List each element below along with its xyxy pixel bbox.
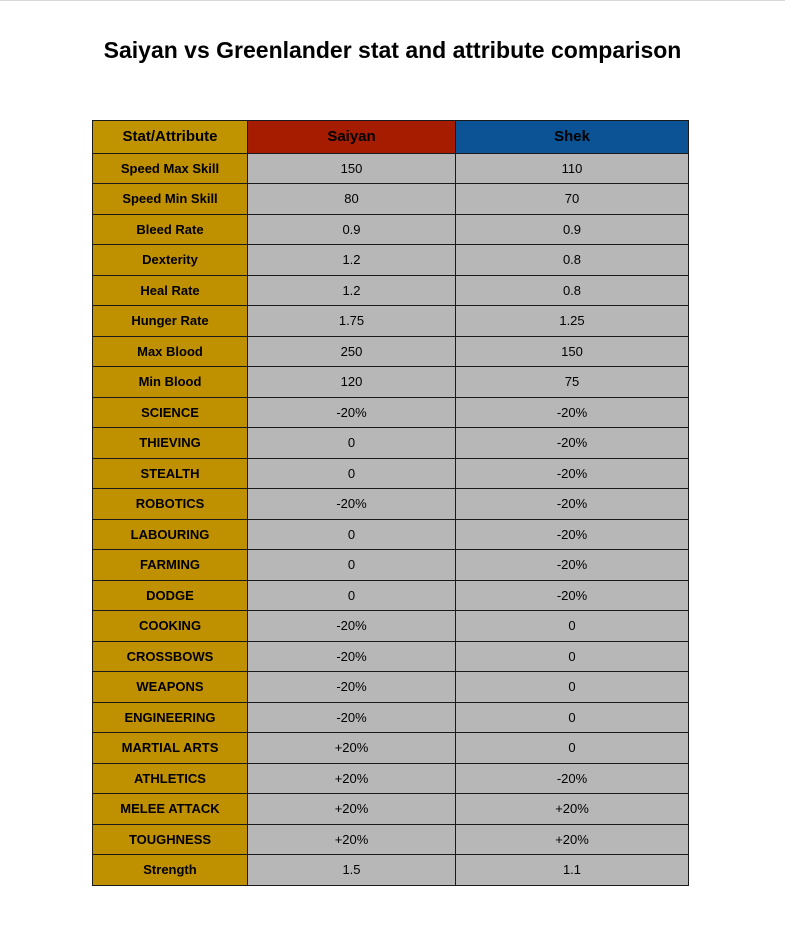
table-row	[93, 580, 689, 611]
saiyan-value-cell: -20%	[248, 672, 456, 703]
table-row	[93, 153, 689, 184]
row-label-cell: DODGE	[93, 580, 248, 611]
row-label-cell: Strength	[93, 855, 248, 886]
saiyan-value-cell: 120	[248, 367, 456, 398]
row-label-cell: ATHLETICS	[93, 763, 248, 794]
shek-value-cell: -20%	[456, 458, 689, 489]
row-label-cell: CROSSBOWS	[93, 641, 248, 672]
column-header-saiyan: Saiyan	[248, 121, 456, 154]
shek-value-cell: 1.25	[456, 306, 689, 337]
row-label-cell: Speed Max Skill	[93, 153, 248, 184]
shek-value-cell: -20%	[456, 489, 689, 520]
row-label-cell: Hunger Rate	[93, 306, 248, 337]
shek-value-cell: 1.1	[456, 855, 689, 886]
row-label-cell: Heal Rate	[93, 275, 248, 306]
table-row	[93, 428, 689, 459]
page-top-divider	[0, 0, 785, 1]
row-label-cell: LABOURING	[93, 519, 248, 550]
saiyan-value-cell: 0	[248, 458, 456, 489]
row-label-cell: ROBOTICS	[93, 489, 248, 520]
column-header-attribute: Stat/Attribute	[93, 121, 248, 154]
table-header-row	[93, 121, 689, 154]
shek-value-cell: -20%	[456, 580, 689, 611]
table-row	[93, 214, 689, 245]
table-row	[93, 489, 689, 520]
table-row	[93, 306, 689, 337]
row-label-cell: TOUGHNESS	[93, 824, 248, 855]
row-label-cell: Max Blood	[93, 336, 248, 367]
shek-value-cell: 75	[456, 367, 689, 398]
saiyan-value-cell: 1.5	[248, 855, 456, 886]
shek-value-cell: -20%	[456, 397, 689, 428]
saiyan-value-cell: -20%	[248, 397, 456, 428]
shek-value-cell: 0.9	[456, 214, 689, 245]
page-title: Saiyan vs Greenlander stat and attribute comparison	[103, 37, 682, 63]
saiyan-value-cell: 0	[248, 580, 456, 611]
table-row	[93, 245, 689, 276]
saiyan-value-cell: 0	[248, 550, 456, 581]
shek-value-cell: 0	[456, 672, 689, 703]
saiyan-value-cell: -20%	[248, 489, 456, 520]
shek-value-cell: -20%	[456, 763, 689, 794]
row-label-cell: STEALTH	[93, 458, 248, 489]
table-row	[93, 519, 689, 550]
saiyan-value-cell: +20%	[248, 763, 456, 794]
shek-value-cell: 0	[456, 641, 689, 672]
saiyan-value-cell: 250	[248, 336, 456, 367]
row-label-cell: Dexterity	[93, 245, 248, 276]
shek-value-cell: -20%	[456, 550, 689, 581]
saiyan-value-cell: 0.9	[248, 214, 456, 245]
table-row	[93, 641, 689, 672]
saiyan-value-cell: +20%	[248, 794, 456, 825]
saiyan-value-cell: +20%	[248, 824, 456, 855]
table-row	[93, 458, 689, 489]
row-label-cell: FARMING	[93, 550, 248, 581]
table-row	[93, 794, 689, 825]
table-row	[93, 733, 689, 764]
saiyan-value-cell: 80	[248, 184, 456, 215]
row-label-cell: SCIENCE	[93, 397, 248, 428]
table-row	[93, 672, 689, 703]
shek-value-cell: -20%	[456, 519, 689, 550]
table-row	[93, 397, 689, 428]
row-label-cell: Bleed Rate	[93, 214, 248, 245]
table-row	[93, 184, 689, 215]
saiyan-value-cell: 150	[248, 153, 456, 184]
saiyan-value-cell: +20%	[248, 733, 456, 764]
table-row	[93, 611, 689, 642]
row-label-cell: MELEE ATTACK	[93, 794, 248, 825]
table-row	[93, 763, 689, 794]
shek-value-cell: 0.8	[456, 245, 689, 276]
table-row	[93, 550, 689, 581]
saiyan-value-cell: 0	[248, 428, 456, 459]
row-label-cell: Min Blood	[93, 367, 248, 398]
saiyan-value-cell: 0	[248, 519, 456, 550]
shek-value-cell: 0	[456, 733, 689, 764]
row-label-cell: WEAPONS	[93, 672, 248, 703]
shek-value-cell: 0.8	[456, 275, 689, 306]
shek-value-cell: 0	[456, 702, 689, 733]
shek-value-cell: -20%	[456, 428, 689, 459]
shek-value-cell: 110	[456, 153, 689, 184]
saiyan-value-cell: 1.75	[248, 306, 456, 337]
comparison-table	[92, 120, 689, 886]
shek-value-cell: +20%	[456, 824, 689, 855]
saiyan-value-cell: -20%	[248, 641, 456, 672]
saiyan-value-cell: -20%	[248, 611, 456, 642]
table-row	[93, 275, 689, 306]
row-label-cell: THIEVING	[93, 428, 248, 459]
saiyan-value-cell: 1.2	[248, 245, 456, 276]
table-row	[93, 702, 689, 733]
row-label-cell: Speed Min Skill	[93, 184, 248, 215]
row-label-cell: MARTIAL ARTS	[93, 733, 248, 764]
shek-value-cell: 70	[456, 184, 689, 215]
table-row	[93, 367, 689, 398]
shek-value-cell: +20%	[456, 794, 689, 825]
row-label-cell: ENGINEERING	[93, 702, 248, 733]
saiyan-value-cell: -20%	[248, 702, 456, 733]
shek-value-cell: 150	[456, 336, 689, 367]
column-header-shek: Shek	[456, 121, 689, 154]
table-row	[93, 336, 689, 367]
shek-value-cell: 0	[456, 611, 689, 642]
table-row	[93, 855, 689, 886]
row-label-cell: COOKING	[93, 611, 248, 642]
table-row	[93, 824, 689, 855]
saiyan-value-cell: 1.2	[248, 275, 456, 306]
